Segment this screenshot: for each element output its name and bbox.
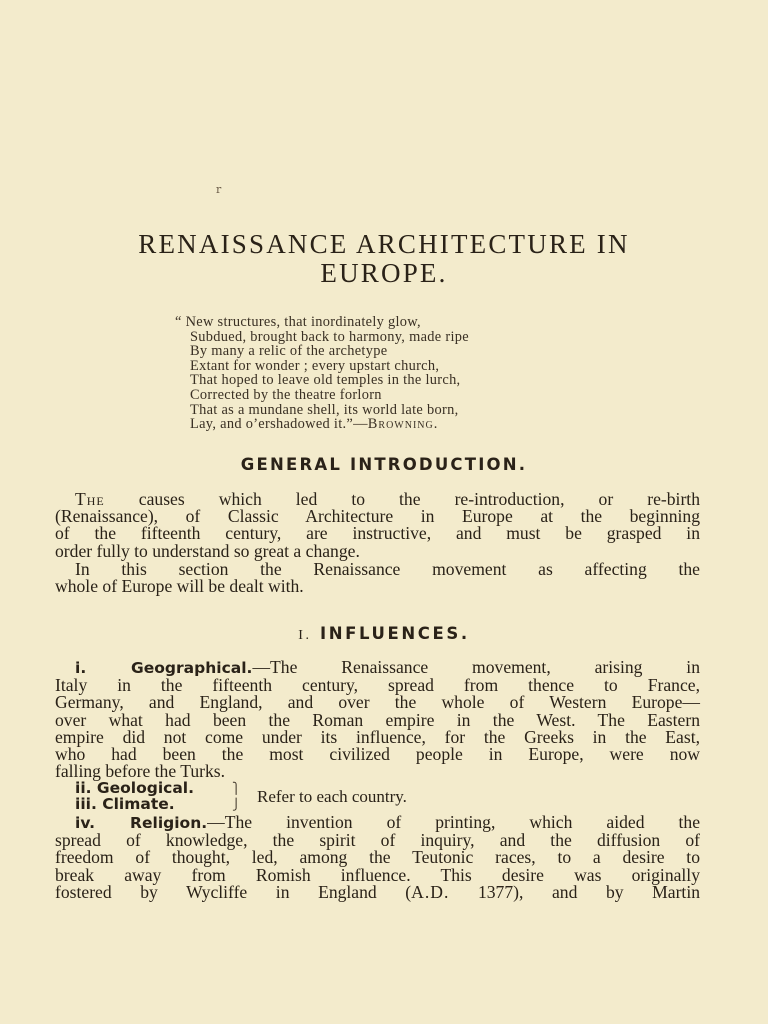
paragraph-line: break away from Romish influence. This desire was originally [55,864,700,885]
geographical-paragraph [55,659,700,780]
paragraph-line: Germany, and England, and over the whole of Western Europe— [55,692,700,713]
paragraph-line: (Renaissance), of Classic Architecture in Europe at the beginning [55,506,700,527]
paragraph-line [55,881,701,902]
heading-number: I. [298,628,312,643]
section-heading-general: GENERAL INTRODUCTION. [240,455,528,474]
geographical-label: i. Geographical. [75,659,253,677]
climate-label: iii. Climate. [75,795,175,813]
date-era: A.D. [411,881,450,902]
paragraph-line: empire did not come under its influence, for the Greeks in the East, [55,726,700,747]
paragraph-line-text: causes which led to the re-introduction, or re-birth [104,489,700,509]
page-title [40,230,728,288]
poem-line: Corrected by the theatre forlorn [190,386,382,403]
intro-paragraph-2 [55,561,700,595]
section-heading-influences [0,624,768,644]
poem-line: That hoped to leave old temples in the lurch, [190,372,461,389]
paragraph-line-text: 1377), and by Martin [449,881,701,902]
poem-line: Extant for wonder ; every upstart church, [190,357,440,374]
paragraph-line: spread of knowledge, the spirit of inquiry, and the diffusion of [55,830,700,851]
religion-paragraph [55,814,700,901]
geology-climate-block [75,779,407,813]
paragraph-line: of the fifteenth century, are instructive, and must be grasped in [55,523,700,544]
paragraph-line-text: fostered by Wycliffe in England ( [55,881,412,902]
paragraph-line: whole of Europe will be dealt with. [55,576,304,597]
poem-line: That as a mundane shell, its world late born, [190,401,459,418]
paragraph-line: who had been the most civilized people in Europe, were now [55,744,700,765]
paragraph-line: over what had been the Roman empire in the West. The Eastern [55,709,700,730]
epigraph-poem [175,315,469,432]
page-speck: r [216,183,222,196]
geological-label: ii. Geological. [75,779,195,797]
paragraph-line: In this section the Renaissance movement as affecting the [75,559,700,579]
refer-note: Refer to each country. [257,787,407,806]
poem-line: “ New structures, that inordinately glow, [175,314,421,330]
paragraph-line-text: —The Renaissance movement, arising in [252,657,700,677]
title-line-2: EUROPE. [320,258,448,288]
paragraph-line: falling before the Turks. [55,761,226,782]
paragraph-line-text: —The invention of printing, which aided the [207,812,700,832]
title-line-1: RENAISSANCE ARCHITECTURE IN [138,229,630,259]
paragraph-line: freedom of thought, led, among the Teutonic races, to a desire to [55,847,700,868]
poem-attribution: Browning. [367,416,439,433]
brace-glyph: ⎫ ⎭ [232,783,241,811]
paragraph-lead: The [75,489,105,509]
religion-label: iv. Religion. [75,814,208,832]
paragraph-line: order fully to understand so great a change. [55,540,360,561]
poem-line [175,417,469,432]
poem-line: Subdued, brought back to harmony, made ripe [190,328,469,345]
heading-text: INFLUENCES. [319,624,470,643]
paragraph-line: Italy in the fifteenth century, spread from thence to France, [55,675,700,696]
poem-last-text: Lay, and o’ershadowed it.”— [190,416,368,433]
intro-paragraph-1 [55,491,700,560]
poem-line: By many a relic of the archetype [190,343,388,360]
